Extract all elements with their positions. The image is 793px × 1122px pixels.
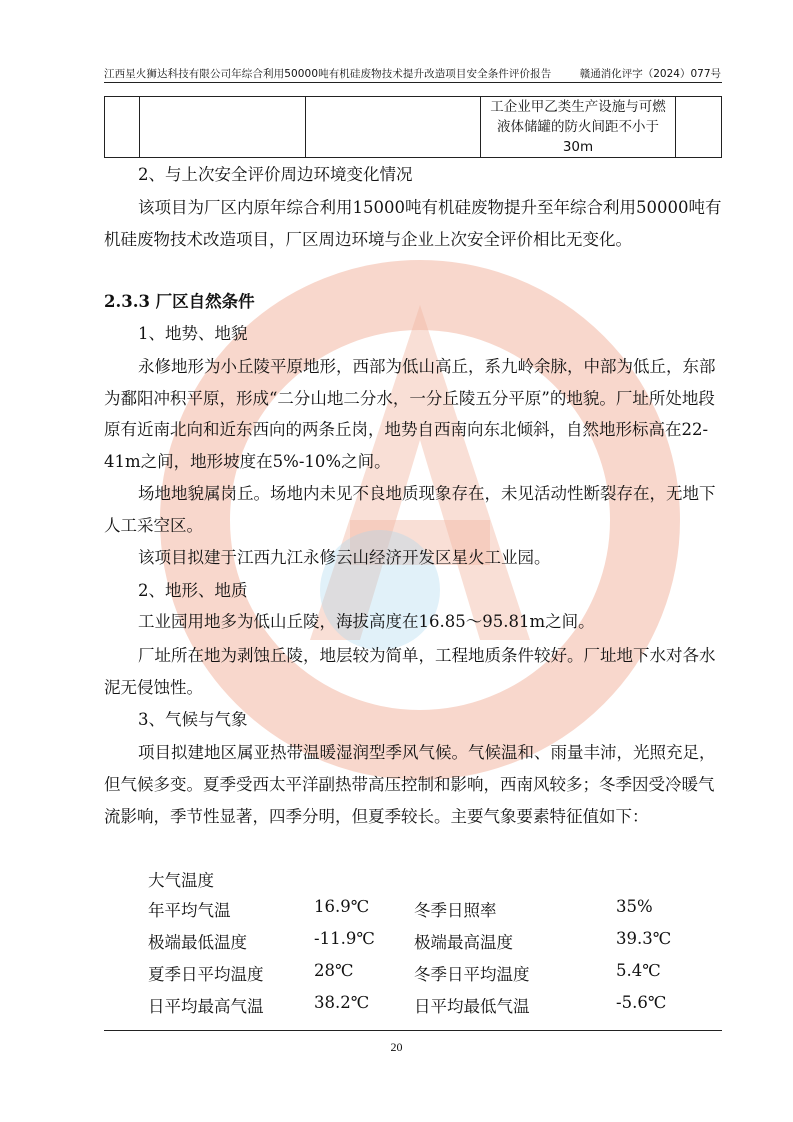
- paragraph-landform: 场地地貌属岗丘。场地内未见不良地质现象存在，未见活动性断裂存在，无地下人工采空区。: [104, 484, 716, 535]
- climate-label: 冬季日照率: [414, 901, 497, 920]
- climate-value: 39.3℃: [616, 929, 672, 948]
- paragraph-climate: 项目拟建地区属亚热带温暖湿润型季风气候。气候温和、雨量丰沛，光照充足，但气候多变。夏季受西太平洋副热带高压控制和影响，西南风较多；冬季因受冷暖气流影响，季节性显著，四季分明，但夏季较长。主要气象要素特征值如下：: [104, 743, 716, 826]
- climate-label: 夏季日平均温度: [148, 965, 264, 984]
- footer-divider: [104, 1030, 722, 1031]
- table-cell: [676, 97, 722, 158]
- page-number: 20: [390, 1040, 403, 1054]
- paragraph-geology: 厂址所在地为剥蚀丘陵，地层较为简单，工程地质条件较好。厂址地下水对各水泥无侵蚀性。: [104, 646, 716, 697]
- subsection-title-climate: 3、气候与气象: [138, 710, 248, 729]
- climate-label: 日平均最低气温: [414, 997, 530, 1016]
- climate-value: 16.9℃: [314, 897, 370, 916]
- climate-label: 极端最低温度: [148, 933, 247, 952]
- table-cell: [105, 97, 140, 158]
- climate-value: -11.9℃: [314, 929, 375, 948]
- subsection-title-terrain: 1、地势、地貌: [138, 324, 248, 343]
- climate-label: 冬季日平均温度: [414, 965, 530, 984]
- continued-table: [104, 96, 722, 158]
- climate-value: 5.4℃: [616, 961, 661, 980]
- paragraph-elevation: 工业园用地多为低山丘陵，海拔高度在16.85～95.81m之间。: [138, 612, 595, 631]
- table-cell-text: 工企业甲乙类生产设施与可燃液体储罐的防火间距不小于30m: [490, 99, 666, 155]
- climate-label: 日平均最高气温: [148, 997, 264, 1016]
- climate-value: 28℃: [314, 961, 354, 980]
- header-divider: [104, 82, 722, 83]
- report-number: 赣通消化评字（2024）077号: [579, 68, 721, 80]
- section-title-environment: 2、与上次安全评价周边环境变化情况: [138, 165, 413, 184]
- climate-label: 极端最高温度: [414, 933, 513, 952]
- paragraph-terrain: 永修地形为小丘陵平原地形，西部为低山高丘，系九岭余脉，中部为低丘，东部为鄱阳冲积平原，形成“二分山地二分水，一分丘陵五分平原”的地貌。厂址所处地段原有近南北向和近东西向的两条丘岗，地势自西南向东北倾斜，自然地形标高在22-41m之间，地形坡度在5%-10%之间。: [104, 357, 716, 471]
- climate-value: -5.6℃: [616, 993, 667, 1012]
- climate-table-title: 大气温度: [148, 871, 214, 890]
- table-cell: [481, 97, 676, 158]
- running-header-title: 江西星火狮达科技有限公司年综合利用50000吨有机硅废物技术提升改造项目安全条件评价报告: [104, 68, 552, 80]
- climate-value: 35%: [616, 897, 653, 916]
- climate-value: 38.2℃: [314, 993, 370, 1012]
- climate-label: 年平均气温: [148, 901, 231, 920]
- paragraph-environment: 该项目为厂区内原年综合利用15000吨有机硅废物提升至年综合利用50000吨有机硅废物技术改造项目，厂区周边环境与企业上次安全评价相比无变化。: [104, 198, 722, 249]
- paragraph-location: 该项目拟建于江西九江永修云山经济开发区星火工业园。: [138, 548, 551, 567]
- table-cell: [306, 97, 481, 158]
- table-row: [105, 97, 722, 158]
- subsection-title-geology: 2、地形、地质: [138, 581, 248, 600]
- section-heading-233: 2.3.3 厂区自然条件: [104, 292, 255, 311]
- table-cell: [140, 97, 306, 158]
